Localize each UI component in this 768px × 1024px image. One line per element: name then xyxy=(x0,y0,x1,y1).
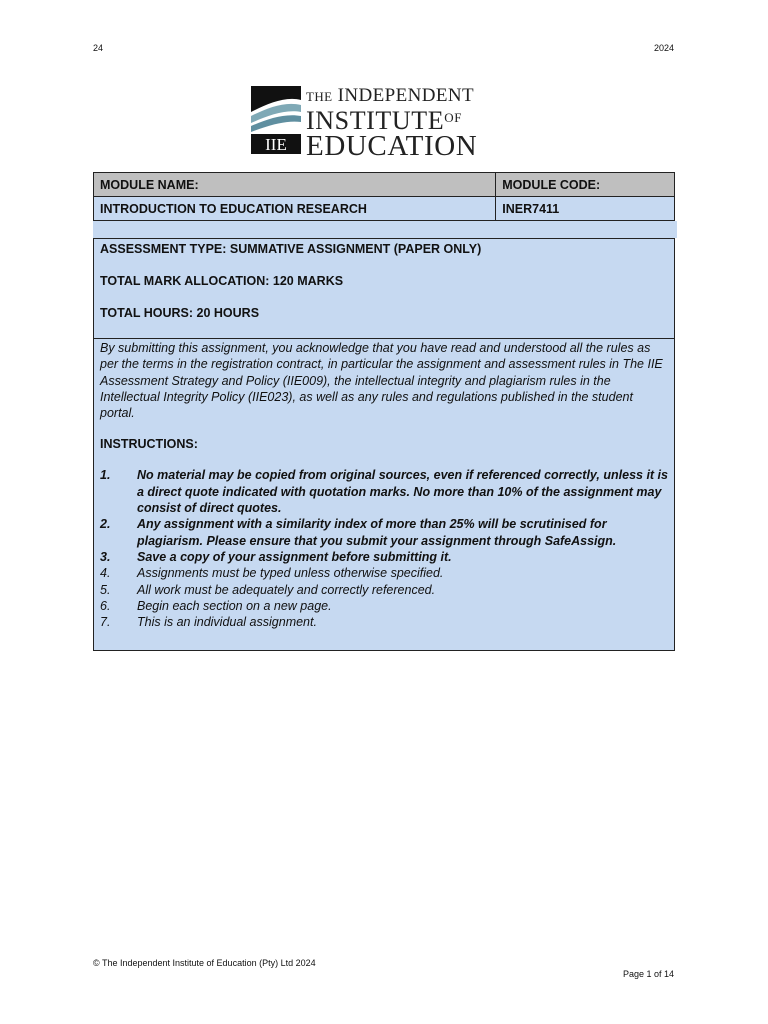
total-hours: TOTAL HOURS: 20 HOURS xyxy=(100,306,260,320)
page-number: Page 1 of 14 xyxy=(622,969,674,979)
logo-education: EDUCATION xyxy=(306,130,478,162)
header-left-number: 24 xyxy=(93,43,104,53)
module-table xyxy=(93,172,675,221)
logo-independent: INDEPENDENT xyxy=(337,85,474,106)
list-item: 5. All work must be adequately and correctly referenced. xyxy=(100,582,436,597)
instructions-heading: INSTRUCTIONS: xyxy=(100,437,198,452)
list-item: 7. This is an individual assignment. xyxy=(100,615,317,630)
list-item: 6. Begin each section on a new page. xyxy=(100,598,332,613)
assessment-box xyxy=(93,238,675,651)
module-name-value: INTRODUCTION TO EDUCATION RESEARCH xyxy=(94,197,496,221)
module-name-label: MODULE NAME: xyxy=(94,173,496,197)
logo-institute: INSTITUTE xyxy=(306,106,445,135)
iie-mark-text: IIE xyxy=(265,135,287,154)
iie-logo xyxy=(251,85,516,162)
iie-logo-mark-icon xyxy=(251,86,301,154)
module-code-value: INER7411 xyxy=(496,197,675,221)
logo-of: OF xyxy=(444,110,463,125)
copyright-footer: © The Independent Institute of Education (Pty) Ltd 2024 xyxy=(93,958,316,968)
list-item: 3. Save a copy of your assignment before submitting it. xyxy=(100,549,452,564)
header-right-year: 2024 xyxy=(653,43,674,53)
assessment-summary xyxy=(94,239,674,339)
assessment-type: ASSESSMENT TYPE: SUMMATIVE ASSIGNMENT (PAPER ONLY) xyxy=(100,242,482,256)
spacer-strip xyxy=(93,221,677,238)
total-marks: TOTAL MARK ALLOCATION: 120 MARKS xyxy=(100,274,344,288)
list-item: 2. Any assignment with a similarity index of more than 25% will be scrutinised for plagiarism. Please ensure that you submit your assignment through SafeAssign. xyxy=(100,517,617,548)
submission-declaration: By submitting this assignment, you acknowledge that you have read and understood all the rules as per the terms in the registration contract, in particular the assignment and assessment rules in The IIE Assessment Strategy and Policy (IIE009), the intellectual integrity and plagiarism rules in the Intellectual Integrity Policy (IIE023), as well as any rules and regulations published in the student portal. xyxy=(100,341,663,421)
logo-the: THE xyxy=(306,89,333,104)
module-code-label: MODULE CODE: xyxy=(496,173,675,197)
instructions-list xyxy=(100,467,668,630)
list-item: 1. No material may be copied from original sources, even if referenced correctly, unless it is a direct quote indicated with quotation marks. No more than 10% of the assignment may consist of direct quotes. xyxy=(100,468,668,516)
list-item: 4. Assignments must be typed unless otherwise specified. xyxy=(100,566,444,581)
